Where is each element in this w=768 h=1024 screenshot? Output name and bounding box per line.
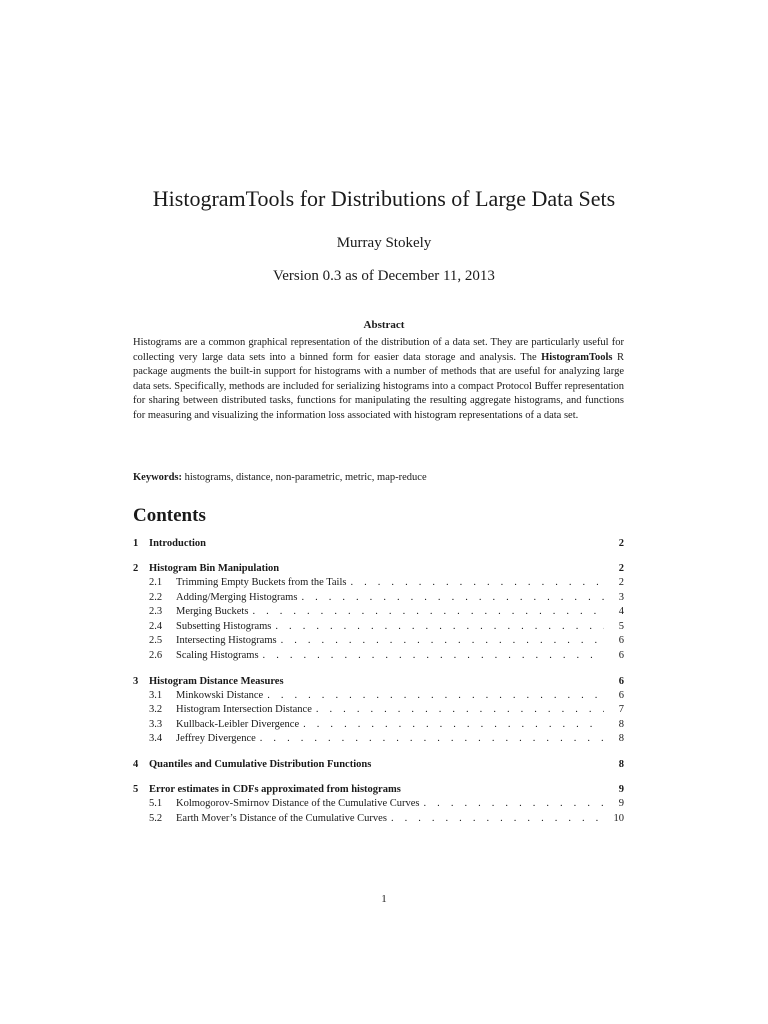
toc-section-number: 1 xyxy=(133,538,139,549)
contents-heading: Contents xyxy=(133,505,206,526)
toc-section-number: 5 xyxy=(133,783,139,795)
toc-subsection-page: 8 xyxy=(618,718,624,730)
toc-subsection-title: Trimming Empty Buckets from the Tails xyxy=(176,577,347,588)
toc-dot-leader xyxy=(275,620,604,635)
toc-dot-leader xyxy=(260,732,604,747)
toc-subsection-title: Adding/Merging Histograms xyxy=(176,591,298,603)
toc-dot-leader xyxy=(263,649,604,664)
toc-subsection-entry[interactable] xyxy=(133,797,624,812)
author-name: Murray Stokely xyxy=(336,235,432,251)
toc-subsection-number: 2.6 xyxy=(149,649,163,661)
toc-section-entry[interactable] xyxy=(133,561,624,576)
toc-section-title: Histogram Distance Measures xyxy=(149,675,284,687)
toc-subsection-title: Merging Buckets xyxy=(176,606,249,618)
toc-subsection-page: 9 xyxy=(618,797,624,809)
toc-subsection-title: Intersecting Histograms xyxy=(176,635,277,647)
toc-subsection-number: 3.1 xyxy=(149,689,163,701)
toc-subsection-title: Scaling Histograms xyxy=(176,649,259,661)
table-of-contents xyxy=(133,536,624,826)
abstract-text-end: R package augments the built-in support for histograms with a number of methods that are useful for analyzing large data sets. Specifically, methods are included for serializing histograms into a compact Protocol Buffer representation for sharing between distributed tasks, functions for manipulating the resulting aggregate histograms, and functions for measuring and visualizing the information loss associated with histogram representations of a data set. xyxy=(133,351,624,421)
toc-dot-leader xyxy=(303,718,604,733)
toc-subsection-page: 6 xyxy=(618,635,624,647)
toc-subsection-number: 2.1 xyxy=(149,577,163,588)
toc-subsection-number: 5.2 xyxy=(149,812,163,824)
toc-subsection-entry[interactable] xyxy=(133,689,624,704)
toc-subsection-page: 5 xyxy=(618,620,624,632)
toc-subsection-page: 3 xyxy=(618,591,624,603)
toc-section-title: Histogram Bin Manipulation xyxy=(149,563,280,574)
abstract-heading: Abstract xyxy=(363,319,405,331)
toc-section-entry[interactable] xyxy=(133,674,624,689)
toc-subsection-entry[interactable] xyxy=(133,605,624,620)
keywords-text: histograms, distance, non-parametric, metric, map-reduce xyxy=(184,472,427,483)
toc-dot-leader xyxy=(424,797,604,812)
toc-subsection-page: 7 xyxy=(618,704,624,716)
toc-subsection-entry[interactable] xyxy=(133,620,624,635)
paper-title: HistogramTools for Distributions of Large Data Sets xyxy=(152,186,616,211)
toc-section-title: Error estimates in CDFs approximated from histograms xyxy=(149,783,401,795)
toc-section-title: Quantiles and Cumulative Distribution Functions xyxy=(149,758,372,770)
abstract-text-start: Histograms are a common graphical representation of the distribution of a data set. They are particularly useful for collecting very large data sets into a binned form for easier data storage and analysis. The xyxy=(133,337,624,363)
toc-subsection-entry[interactable] xyxy=(133,703,624,718)
toc-subsection-title: Minkowski Distance xyxy=(176,689,264,701)
toc-subsection-page: 6 xyxy=(618,649,624,661)
toc-section-page: 2 xyxy=(618,563,624,574)
toc-section-page: 8 xyxy=(618,758,624,770)
toc-subsection-entry[interactable] xyxy=(133,649,624,664)
toc-subsection-page: 8 xyxy=(618,733,624,745)
toc-subsection-entry[interactable] xyxy=(133,634,624,649)
toc-subsection-title: Histogram Intersection Distance xyxy=(176,704,312,716)
toc-subsection-entry[interactable] xyxy=(133,718,624,733)
page-number: 1 xyxy=(381,893,387,905)
toc-subsection-page: 6 xyxy=(618,689,624,701)
toc-subsection-page: 2 xyxy=(618,577,624,588)
toc-subsection-title: Subsetting Histograms xyxy=(176,620,272,632)
toc-section-number: 3 xyxy=(133,675,139,687)
keywords-line xyxy=(133,470,624,486)
toc-subsection-number: 3.4 xyxy=(149,733,163,745)
version-date: Version 0.3 as of December 11, 2013 xyxy=(273,268,495,284)
toc-subsection-title: Kolmogorov-Smirnov Distance of the Cumulative Curves xyxy=(176,797,420,809)
toc-subsection-number: 3.2 xyxy=(149,704,163,716)
toc-dot-leader xyxy=(252,605,604,620)
toc-section-page: 6 xyxy=(618,675,624,687)
toc-subsection-entry[interactable] xyxy=(133,576,624,591)
keywords-label: Keywords: xyxy=(133,472,182,483)
toc-subsection-title: Jeffrey Divergence xyxy=(176,733,256,745)
toc-section-title: Introduction xyxy=(149,538,206,549)
toc-subsection-number: 5.1 xyxy=(149,797,163,809)
toc-subsection-page: 4 xyxy=(618,606,624,618)
toc-subsection-number: 2.3 xyxy=(149,606,163,618)
toc-subsection-entry[interactable] xyxy=(133,591,624,606)
toc-section-number: 2 xyxy=(133,563,139,574)
toc-dot-leader xyxy=(301,591,604,606)
toc-dot-leader xyxy=(391,812,604,827)
toc-section-entry[interactable] xyxy=(133,536,624,551)
toc-dot-leader xyxy=(281,634,604,649)
toc-dot-leader xyxy=(267,689,604,704)
toc-subsection-title: Kullback-Leibler Divergence xyxy=(176,718,300,730)
toc-section-page: 9 xyxy=(618,783,624,795)
toc-subsection-entry[interactable] xyxy=(133,732,624,747)
abstract-body xyxy=(133,336,624,424)
toc-section-number: 4 xyxy=(133,758,139,770)
toc-dot-leader xyxy=(316,703,604,718)
toc-section-entry[interactable] xyxy=(133,782,624,797)
toc-dot-leader xyxy=(350,576,604,591)
toc-subsection-number: 3.3 xyxy=(149,718,163,730)
toc-subsection-entry[interactable] xyxy=(133,812,624,827)
toc-subsection-page: 10 xyxy=(613,812,624,824)
toc-subsection-number: 2.4 xyxy=(149,620,163,632)
toc-subsection-number: 2.5 xyxy=(149,635,163,647)
toc-section-page: 2 xyxy=(618,538,624,549)
toc-subsection-number: 2.2 xyxy=(149,591,163,603)
toc-subsection-title: Earth Mover’s Distance of the Cumulative Curves xyxy=(176,812,387,824)
toc-section-entry[interactable] xyxy=(133,757,624,772)
package-name: HistogramTools xyxy=(541,351,613,363)
